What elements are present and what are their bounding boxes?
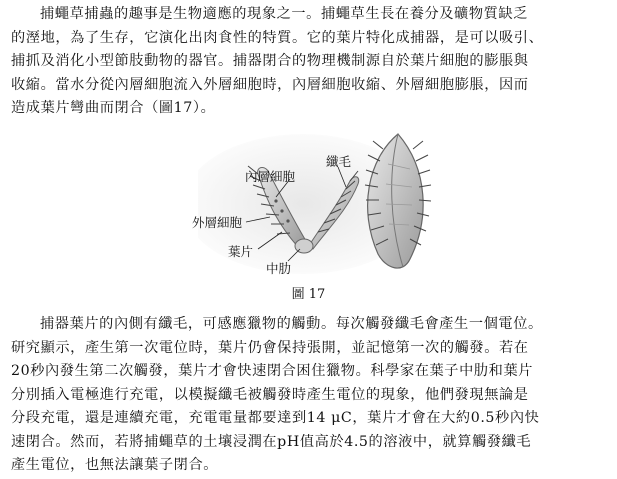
text-line: 速閉合。然而，若將捕蠅草的土壤浸潤在pH值高於4.5的溶液中，就算觸發纖毛: [11, 433, 532, 450]
text-line: 研究顯示，產生第一次電位時，葉片仍會保持張開，並記憶第一次的觸發。若在: [11, 339, 529, 356]
text-line: 造成葉片彎曲而閉合（圖17）。: [11, 100, 216, 116]
text-line: 捕抓及消化小型節肢動物的器官。捕器閉合的物理機制源自於葉片細胞的膨脹與: [11, 53, 529, 69]
text-line: 捕器葉片的內側有纖毛，可感應獵物的觸動。每次觸發纖毛會產生一個電位。: [40, 316, 543, 332]
cilia-label: 纖毛: [326, 154, 352, 169]
venus-flytrap-figure: [192, 129, 448, 284]
flytrap-illustration: [198, 129, 448, 284]
body-paragraph: [11, 313, 609, 478]
text-line: 收縮。當水分從內層細胞流入外層細胞時，內層細胞收縮、外層細胞膨脹，因而: [11, 76, 529, 93]
text-line: 20秒內發生第二次觸發，葉片才會快速閉合困住獵物。科學家在葉子中肋和葉片: [11, 363, 534, 379]
intro-paragraph: [11, 3, 609, 121]
text-line: 分段充電，還是連續充電，充電電量都要達到14 μC，葉片才會在大約0.5秒內快: [11, 410, 540, 426]
inner-cells-label: 內層細胞: [245, 169, 296, 184]
text-line: 分別插入電極進行充電，以模擬纖毛被觸發時產生電位的現象，他們發現無論是: [11, 386, 529, 403]
text-line: 產生電位，也無法讓葉子閉合。: [11, 457, 219, 473]
text-line: 的溼地，為了生存，它演化出肉食性的特質。它的葉片特化成捕器，是可以吸引、: [11, 29, 544, 46]
midrib-label: 中肋: [266, 261, 292, 276]
text-line: 捕蠅草捕蟲的趣事是生物適應的現象之一。捕蠅草生長在養分及礦物質缺乏: [40, 6, 528, 22]
outer-cells-label: 外層細胞: [192, 215, 243, 230]
leaf-label: 葉片: [228, 244, 254, 259]
figure-caption: 圖 17: [291, 287, 326, 302]
